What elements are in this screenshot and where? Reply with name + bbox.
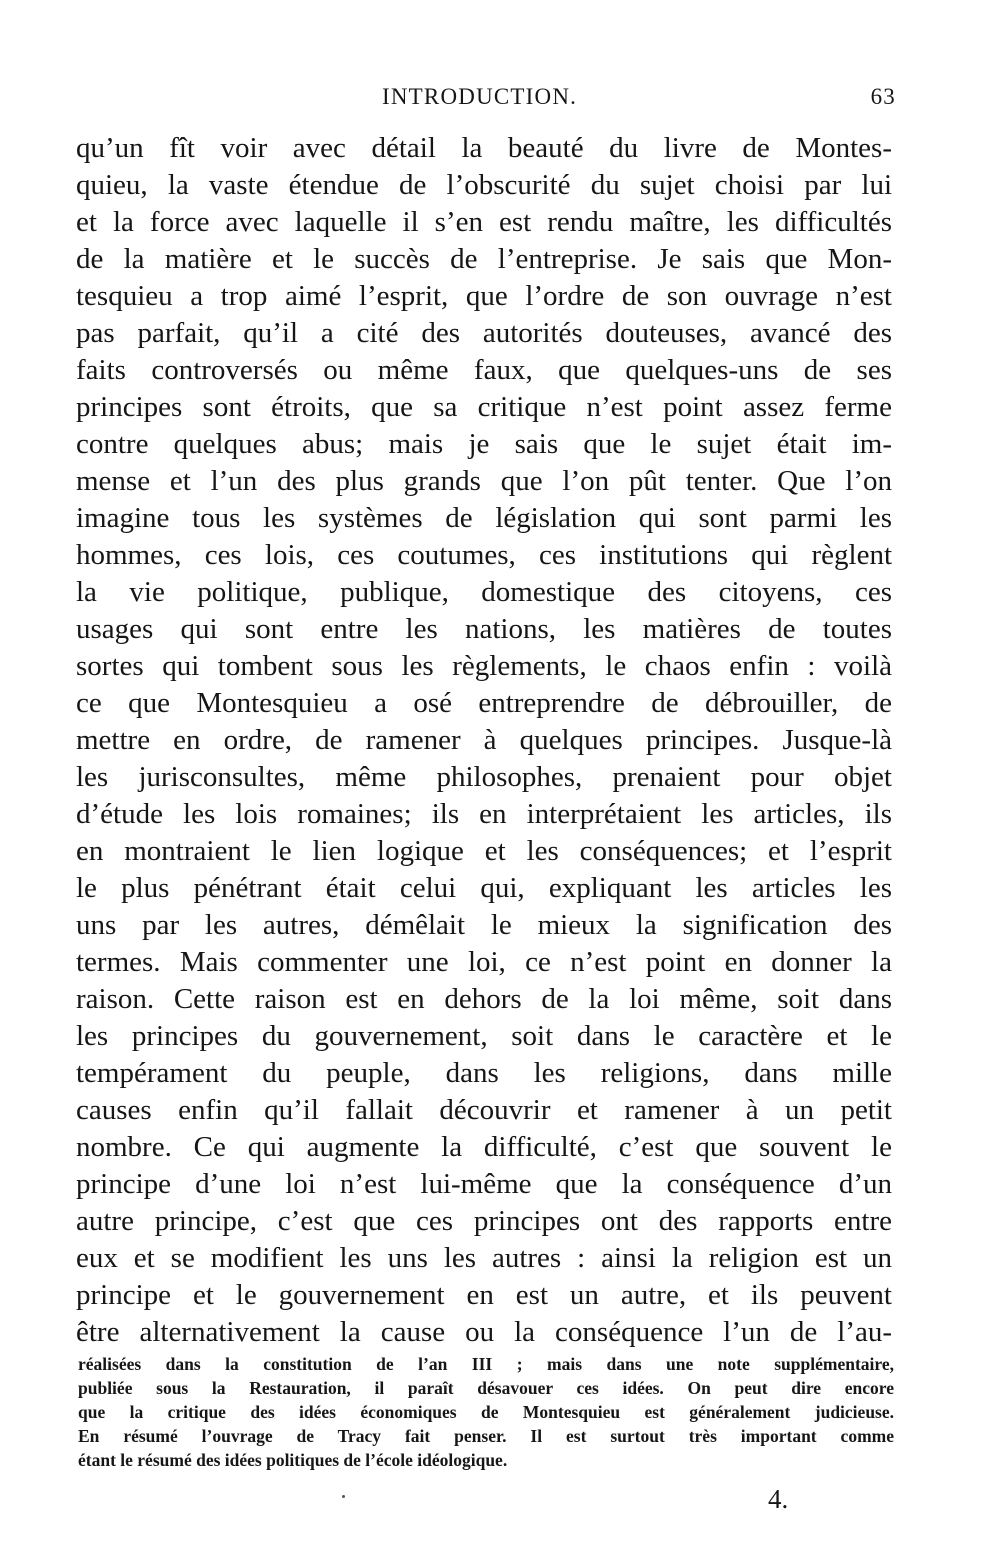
text-line: quieu, la vaste étendue de l’obscurité du sujet choisi par lui [76, 169, 892, 201]
text-line: mettre en ordre, de ramener à quelques principes. Jusque-là [76, 724, 892, 756]
text-line: imagine tous les systèmes de législation qui sont parmi les [76, 502, 892, 534]
text-line: principe et le gouvernement en est un autre, et ils peuvent [76, 1279, 892, 1311]
text-line: être alternativement la cause ou la conséquence l’un de l’au- [76, 1316, 892, 1348]
text-line: uns par les autres, démêlait le mieux la signification des [76, 909, 892, 941]
text-line: qu’un fît voir avec détail la beauté du livre de Montes- [76, 132, 892, 164]
text-line: sortes qui tombent sous les règlements, le chaos enfin : voilà [76, 650, 892, 682]
signature-mark: 4. [768, 1484, 789, 1514]
text-line: et la force avec laquelle il s’en est rendu maître, les difficultés [76, 206, 892, 238]
page-number: 63 [870, 84, 896, 109]
text-line: usages qui sont entre les nations, les matières de toutes [76, 613, 892, 645]
text-line: hommes, ces lois, ces coutumes, ces institutions qui règlent [76, 539, 892, 571]
text-line: faits controversés ou même faux, que quelques-uns de ses [76, 354, 892, 386]
running-header [382, 84, 896, 118]
text-line: tempérament du peuple, dans les religions, dans mille [76, 1057, 892, 1089]
text-line: mense et l’un des plus grands que l’on pût tenter. Que l’on [76, 465, 892, 497]
footnote-line: réalisées dans la constitution de l’an III ; mais dans une note supplémentaire, [78, 1354, 894, 1374]
text-line: termes. Mais commenter une loi, ce n’est point en donner la [76, 946, 892, 978]
text-line: autre principe, c’est que ces principes ont des rapports entre [76, 1205, 892, 1237]
main-text [76, 130, 892, 1351]
text-line: raison. Cette raison est en dehors de la loi même, soit dans [76, 983, 892, 1015]
text-line: contre quelques abus; mais je sais que le sujet était im- [76, 428, 892, 460]
text-line: d’étude les lois romaines; ils en interprétaient les articles, ils [76, 798, 892, 830]
footnote [78, 1352, 894, 1472]
footnote-line: étant le résumé des idées politiques de l’école idéologique. [78, 1450, 508, 1470]
text-line: principes sont étroits, que sa critique n’est point assez ferme [76, 391, 892, 423]
running-title: INTRODUCTION. [382, 84, 578, 109]
text-line: pas parfait, qu’il a cité des autorités douteuses, avancé des [76, 317, 892, 349]
text-line: de la matière et le succès de l’entreprise. Je sais que Mon- [76, 243, 892, 275]
footnote-line: En résumé l’ouvrage de Tracy fait penser. Il est surtout très important comme [78, 1426, 894, 1446]
text-line: en montraient le lien logique et les conséquences; et l’esprit [76, 835, 892, 867]
text-line: principe d’une loi n’est lui-même que la conséquence d’un [76, 1168, 892, 1200]
footnote-line: que la critique des idées économiques de Montesquieu est généralement judicieuse. [78, 1402, 894, 1422]
text-line: le plus pénétrant était celui qui, expliquant les articles les [76, 872, 892, 904]
text-line: la vie politique, publique, domestique des citoyens, ces [76, 576, 892, 608]
footnote-line: publiée sous la Restauration, il paraît désavouer ces idées. On peut dire encore [78, 1378, 894, 1398]
stray-dot [342, 1495, 345, 1498]
text-line: eux et se modifient les uns les autres : ainsi la religion est un [76, 1242, 892, 1274]
text-line: nombre. Ce qui augmente la difficulté, c’est que souvent le [76, 1131, 892, 1163]
text-line: les jurisconsultes, même philosophes, prenaient pour objet [76, 761, 892, 793]
text-line: ce que Montesquieu a osé entreprendre de débrouiller, de [76, 687, 892, 719]
text-line: les principes du gouvernement, soit dans le caractère et le [76, 1020, 892, 1052]
text-line: tesquieu a trop aimé l’esprit, que l’ordre de son ouvrage n’est [76, 280, 892, 312]
text-line: causes enfin qu’il fallait découvrir et ramener à un petit [76, 1094, 892, 1126]
